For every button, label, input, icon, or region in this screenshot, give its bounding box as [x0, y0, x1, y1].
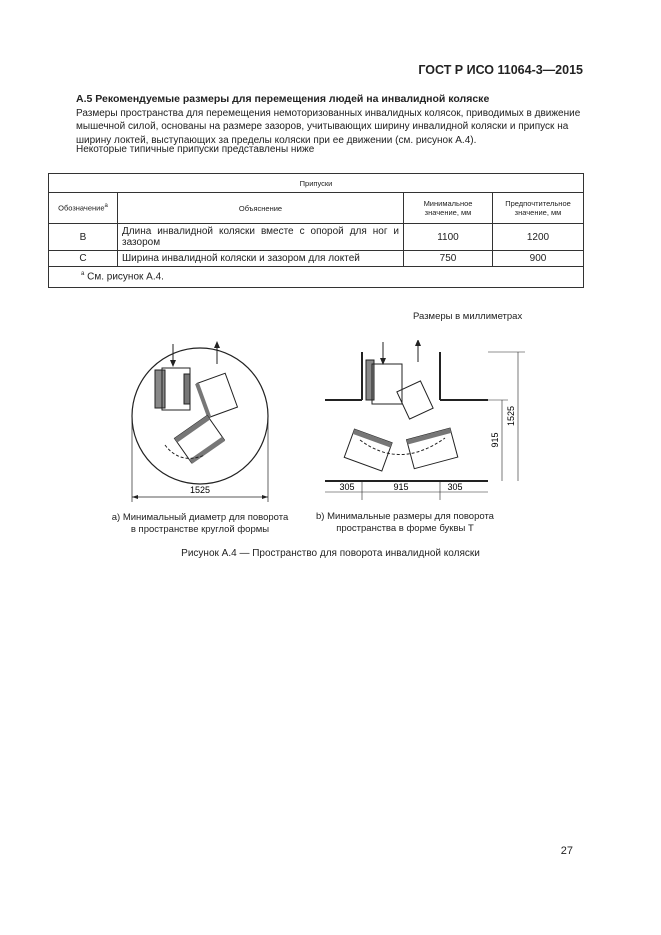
table-title: Припуски — [49, 174, 584, 193]
table-row — [49, 251, 584, 267]
figure-b-dim-v-inner: 915 — [490, 432, 500, 448]
table-row — [49, 224, 584, 251]
paragraph-2: Некоторые типичные припуски представлены ниже — [76, 144, 315, 155]
cell-min: 1100 — [404, 224, 493, 251]
section-title: А.5 Рекомендуемые размеры для перемещения людей на инвалидной коляске — [76, 93, 490, 105]
figure-b-dim-v-outer: 1525 — [506, 405, 516, 427]
cell-preferred: 1200 — [493, 224, 584, 251]
header-explanation: Объяснение — [118, 193, 404, 224]
cell-explanation: Ширина инвалидной коляски и зазором для локтей — [118, 251, 404, 267]
table-footnote: $^а$ См. рисунок А.4. — [49, 267, 584, 288]
figure-b-dim-right: 305 — [447, 482, 463, 492]
header-preferred: Предпочтительное значение, мм — [493, 193, 584, 224]
figure-a-caption: а) Минимальный диаметр для поворота в пространстве круглой формы — [111, 512, 289, 535]
standard-number: ГОСТ Р ИСО 11064-3—2015 — [418, 63, 583, 77]
cell-preferred: 900 — [493, 251, 584, 267]
figure-b-dim-left: 305 — [339, 482, 355, 492]
header-designation: Обозначение$^а$ — [49, 193, 118, 224]
cell-explanation: Длина инвалидной коляски вместе с опорой для ног и зазором — [118, 224, 404, 251]
units-note: Размеры в миллиметрах — [413, 311, 523, 322]
figure-b-dim-mid: 915 — [393, 482, 409, 492]
cell-designation: C — [49, 251, 118, 267]
cell-min: 750 — [404, 251, 493, 267]
page-number: 27 — [560, 845, 573, 857]
figure-b-t-space-diagram — [320, 340, 530, 505]
allowances-table — [48, 173, 584, 288]
figure-b-caption: b) Минимальные размеры для поворота пространства в форме буквы Т — [316, 511, 494, 534]
paragraph-1: Размеры пространства для перемещения немоторизованных инвалидных колясок, приводимых в движение мышечной силой, основаны на размере зазоров, учитывающих ширину инвалидной коляски и припуск на ширину локтей, выступающих за пределы коляски при ее движении (см. рисунок А.4). — [76, 108, 581, 146]
header-min: Минимальное значение, мм — [404, 193, 493, 224]
figure-a-dimension: 1525 — [189, 485, 211, 495]
cell-designation: B — [49, 224, 118, 251]
figure-caption: Рисунок А.4 — Пространство для поворота инвалидной коляски — [181, 548, 480, 559]
figure-a-circle-diagram — [120, 340, 280, 505]
